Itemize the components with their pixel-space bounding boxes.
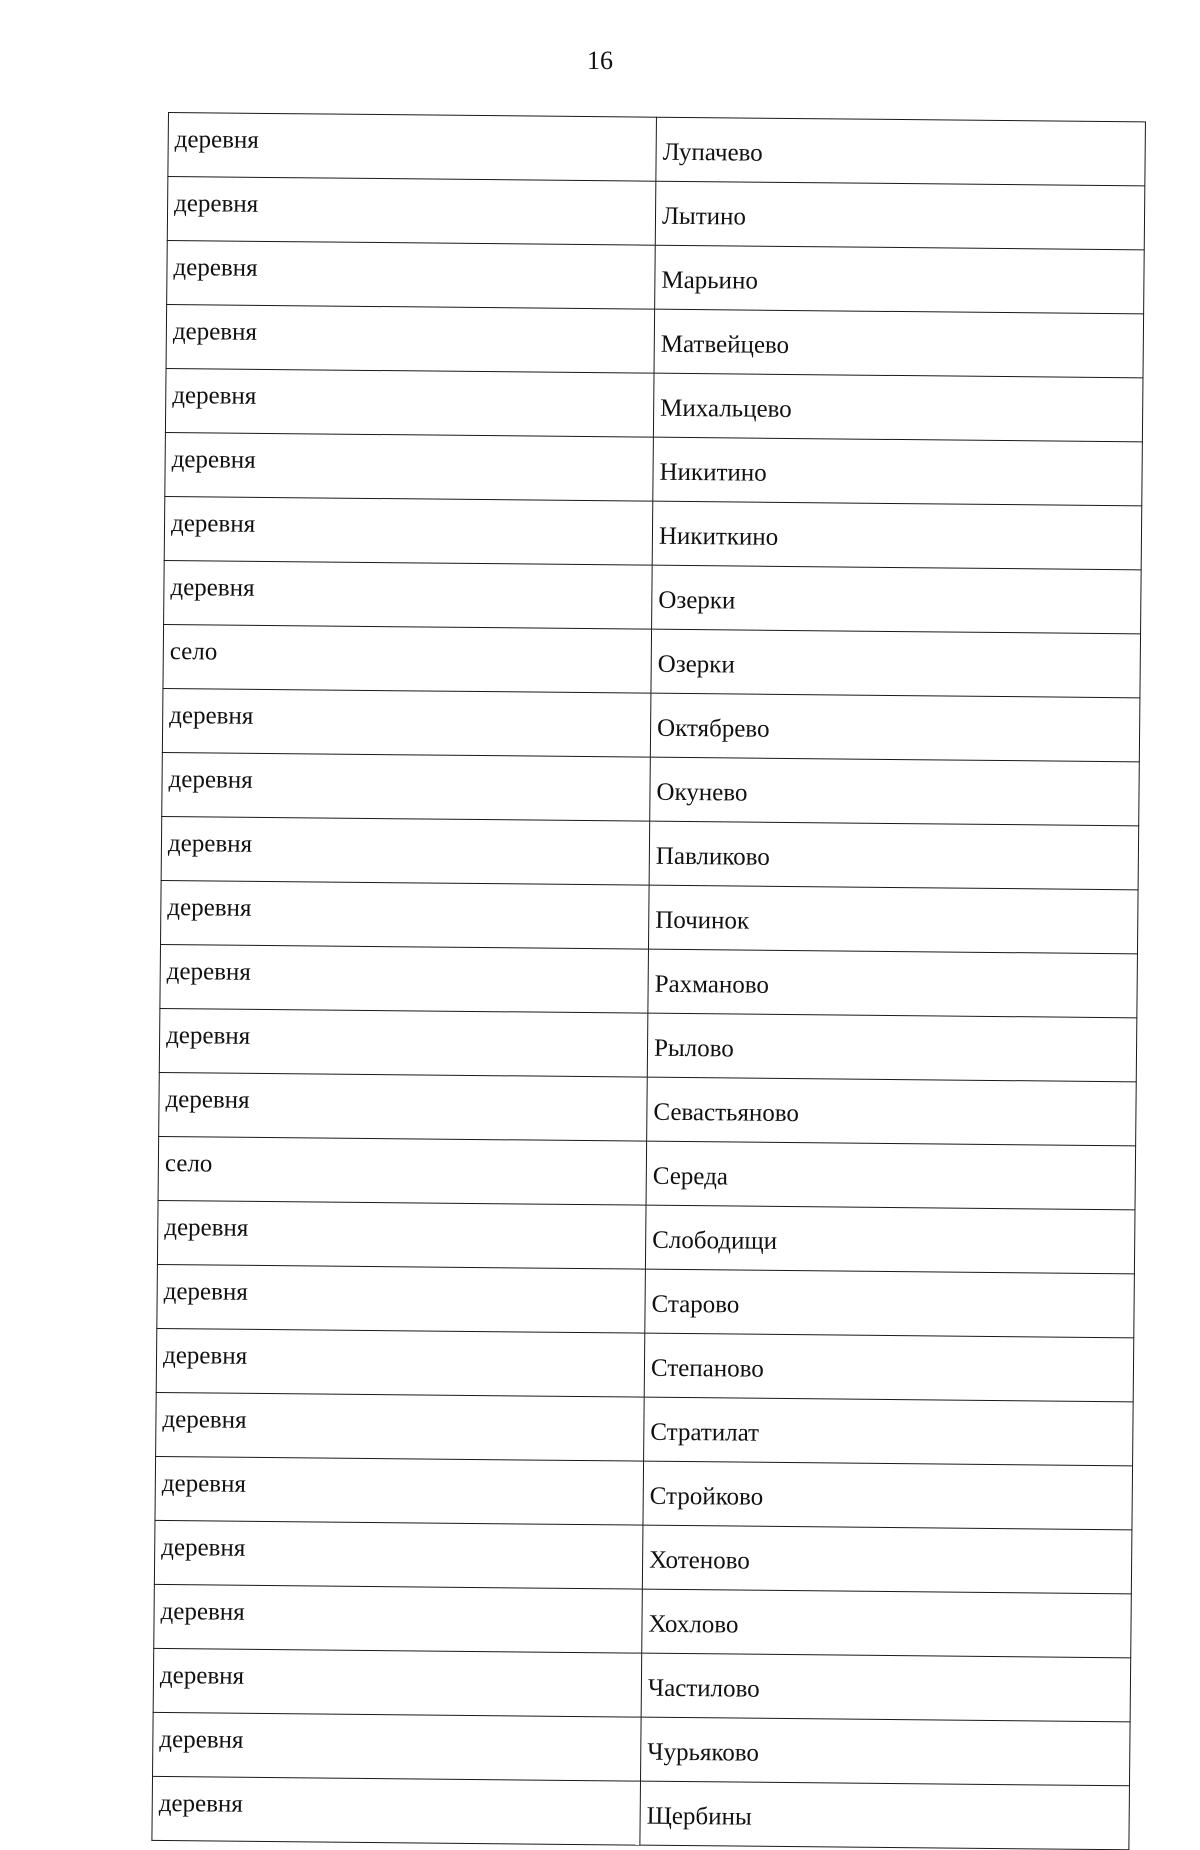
table-row	[162, 752, 1140, 825]
settlement-type-cell: деревня	[153, 1648, 642, 1717]
settlement-type-cell: деревня	[161, 880, 650, 949]
table-row	[156, 1328, 1134, 1401]
table-row	[155, 1456, 1133, 1529]
settlement-name-cell: Никитино	[653, 437, 1143, 506]
table-row	[154, 1584, 1132, 1657]
table-row	[160, 944, 1138, 1017]
settlement-type-cell: деревня	[164, 560, 653, 629]
settlement-type-cell: деревня	[167, 177, 656, 246]
settlement-type-cell: деревня	[154, 1520, 643, 1589]
settlement-name-cell: Хотеново	[642, 1525, 1132, 1594]
settlement-name-cell: Хохлово	[642, 1589, 1132, 1658]
settlements-table	[151, 112, 1146, 1850]
settlement-type-cell: деревня	[165, 368, 654, 437]
settlement-name-cell: Слободищи	[645, 1205, 1135, 1274]
table-row	[158, 1136, 1136, 1209]
settlement-name-cell: Стратилат	[644, 1397, 1134, 1466]
table-row	[156, 1392, 1134, 1465]
settlement-name-cell: Частилово	[641, 1653, 1131, 1722]
table-row	[164, 496, 1142, 569]
table-row	[159, 1072, 1137, 1145]
settlement-type-cell: деревня	[159, 1072, 648, 1141]
table-row	[153, 1648, 1131, 1721]
settlement-name-cell: Старово	[645, 1269, 1135, 1338]
settlement-type-cell: деревня	[153, 1712, 642, 1781]
table-row	[153, 1712, 1131, 1785]
settlement-type-cell: деревня	[157, 1200, 646, 1269]
settlement-name-cell: Степаново	[644, 1333, 1134, 1402]
settlement-name-cell: Павликово	[649, 821, 1139, 890]
settlement-type-cell: деревня	[164, 496, 653, 565]
table-row	[166, 304, 1144, 377]
settlement-name-cell: Починок	[648, 885, 1138, 954]
settlement-type-cell: деревня	[161, 816, 650, 885]
settlement-name-cell: Марьино	[655, 245, 1145, 314]
table-body	[152, 113, 1146, 1850]
table-row	[164, 560, 1142, 633]
settlement-name-cell: Стройково	[643, 1461, 1133, 1530]
settlement-type-cell: деревня	[152, 1776, 641, 1845]
settlement-type-cell: деревня	[156, 1328, 645, 1397]
table-row	[161, 880, 1139, 953]
settlement-name-cell: Никиткино	[652, 501, 1142, 570]
settlement-name-cell: Лупачево	[656, 117, 1146, 186]
settlement-type-cell: деревня	[166, 304, 655, 373]
settlement-type-cell: деревня	[155, 1456, 644, 1525]
settlement-type-cell: деревня	[168, 113, 657, 182]
table-row	[167, 177, 1145, 250]
settlement-name-cell: Окунево	[650, 757, 1140, 826]
table-row	[152, 1776, 1130, 1849]
settlement-type-cell: село	[163, 624, 652, 693]
table-row	[154, 1520, 1132, 1593]
settlement-name-cell: Рылово	[647, 1013, 1137, 1082]
table-row	[157, 1264, 1135, 1337]
table-row	[159, 1008, 1137, 1081]
settlement-type-cell: деревня	[154, 1584, 643, 1653]
settlement-name-cell: Озерки	[652, 565, 1142, 634]
table-row	[161, 816, 1139, 889]
table-row	[162, 688, 1140, 761]
table-row	[168, 113, 1146, 186]
settlement-type-cell: деревня	[167, 240, 656, 309]
table-row	[163, 624, 1141, 697]
settlement-name-cell: Щербины	[640, 1781, 1130, 1850]
settlement-type-cell: деревня	[160, 944, 649, 1013]
settlement-name-cell: Чурьяково	[640, 1717, 1130, 1786]
settlement-type-cell: деревня	[159, 1008, 648, 1077]
settlement-name-cell: Михальцево	[653, 373, 1143, 442]
settlement-type-cell: деревня	[156, 1392, 645, 1461]
table-row	[165, 432, 1143, 505]
page-number: 16	[587, 46, 613, 75]
settlement-type-cell: село	[158, 1136, 647, 1205]
settlement-name-cell: Севастьяново	[647, 1077, 1137, 1146]
table-row	[165, 368, 1143, 441]
settlement-name-cell: Матвейцево	[654, 309, 1144, 378]
settlement-name-cell: Октябрево	[650, 693, 1140, 762]
settlement-type-cell: деревня	[162, 752, 651, 821]
settlement-type-cell: деревня	[165, 432, 654, 501]
settlement-type-cell: деревня	[157, 1264, 646, 1333]
settlement-name-cell: Рахманово	[648, 949, 1138, 1018]
table-row	[167, 240, 1145, 313]
settlement-type-cell: деревня	[162, 688, 651, 757]
settlement-name-cell: Лытино	[655, 181, 1145, 250]
settlement-name-cell: Середа	[646, 1141, 1136, 1210]
settlement-name-cell: Озерки	[651, 629, 1141, 698]
table-row	[157, 1200, 1135, 1273]
